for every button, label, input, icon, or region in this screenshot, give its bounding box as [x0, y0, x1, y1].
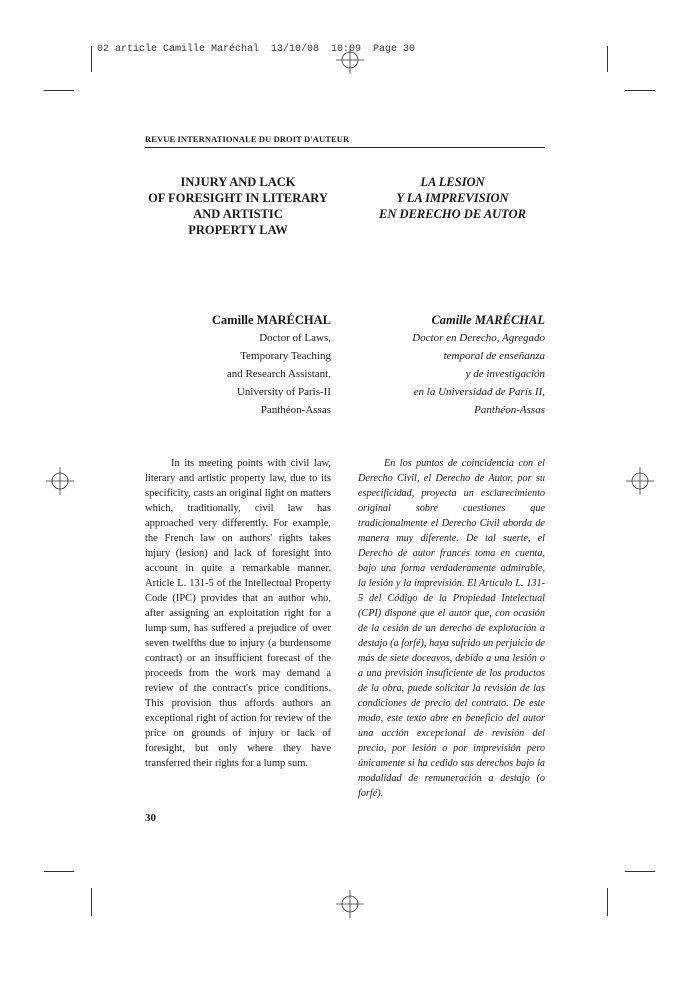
registration-mark-bottom-icon [336, 890, 364, 918]
affiliation-line: temporal de enseñanza [443, 350, 545, 362]
affiliation-line: and Research Assistant, [226, 368, 331, 380]
title-english [145, 174, 331, 238]
affiliation-line: Doctor of Laws, [259, 332, 331, 344]
running-head-rule [145, 147, 545, 148]
title-spanish [360, 174, 545, 222]
abstract-spanish: En los puntos de coincidencia con el Derecho Civil, el Derecho de Autor, por su especificidad, proyecta un esclarecimiento original sobre cuestiones que tradicionalmente el Derecho Civil aborda de manera muy diferente. De tal suerte, el Derecho de autor francés toma en cuenta, bajo una forma verdaderamente admirable, la lesión y la imprevisión. El Artículo L. 131-5 del Código de la Propiedad Intelectual (CPI) dispone que el autor que, con ocasión de la cesión de un derecho de explotación a destajo (a forfé), haya sufrido un perjuicio de más de siete doceavos, debido a una lesión o a una previsión insuficiente de los productos de la obra, puede solicitar la revisión de las condiciones de precio del contrato. De este modo, este texto abre en beneficio del autor una acción excepcional de revisión del precio, por lesión o por imprevisión pero únicamente si ha cedido sus derechos bajo la modalidad de remuneración a destajo (o forfé). [358, 458, 545, 799]
registration-mark-left-icon [46, 467, 74, 495]
title-english-line: PROPERTY LAW [188, 223, 288, 237]
abstract-english: In its meeting points with civil law, literary and artistic property law, due to its specificity, casts an original light on matters which, traditionally, civil law has approached very differently. For example, the French law on authors' rights takes injury (lesion) and lack of foresight into account in quite a remarkable manner. Article L. 131-5 of the Intellectual Property Code (IPC) provides that an author who, after assigning an exploitation right for a lump sum, has suffered a prejudice of over seven twelfths due to injury (a burdensome contract) or an insufficient forecast of the proceeds from the work may demand a review of the contract's price conditions. This provision thus affords authors an exceptional right of action for review of the price on grounds of injury or lack of foresight, but only where they have transferred their rights for a lump sum. [145, 458, 331, 769]
title-spanish-line: LA LESION [420, 175, 485, 189]
affiliation-line: y de investigación [465, 368, 545, 380]
running-head: REVUE INTERNATIONALE DU DROIT D'AUTEUR [145, 134, 350, 144]
registration-mark-top-icon [336, 46, 364, 74]
affiliation-line: Panthéon-Assas [474, 404, 545, 416]
registration-mark-right-icon [626, 467, 654, 495]
author-block-english [165, 311, 331, 419]
title-english-line: AND ARTISTIC [193, 207, 283, 221]
author-name-spanish: Camille MARÉCHAL [431, 313, 545, 327]
title-spanish-line: EN DERECHO DE AUTOR [379, 207, 526, 221]
title-english-line: OF FORESIGHT IN LITERARY [148, 191, 328, 205]
printer-slug: 02 article Camille Maréchal 13/10/08 10:09 Page 30 [97, 44, 416, 55]
affiliation-line: Panthéon-Assas [260, 404, 331, 416]
affiliation-line: Doctor en Derecho, Agregado [412, 332, 545, 344]
page-number: 30 [145, 812, 156, 824]
affiliation-line: en la Universidad de París II, [413, 386, 545, 398]
title-spanish-line: Y LA IMPREVISION [396, 191, 509, 205]
affiliation-line: Temporary Teaching [240, 350, 331, 362]
author-block-spanish [360, 311, 545, 419]
affiliation-line: University of Paris-II [236, 386, 331, 398]
title-english-line: INJURY AND LACK [180, 175, 296, 189]
author-name-english: Camille MARÉCHAL [211, 313, 331, 327]
